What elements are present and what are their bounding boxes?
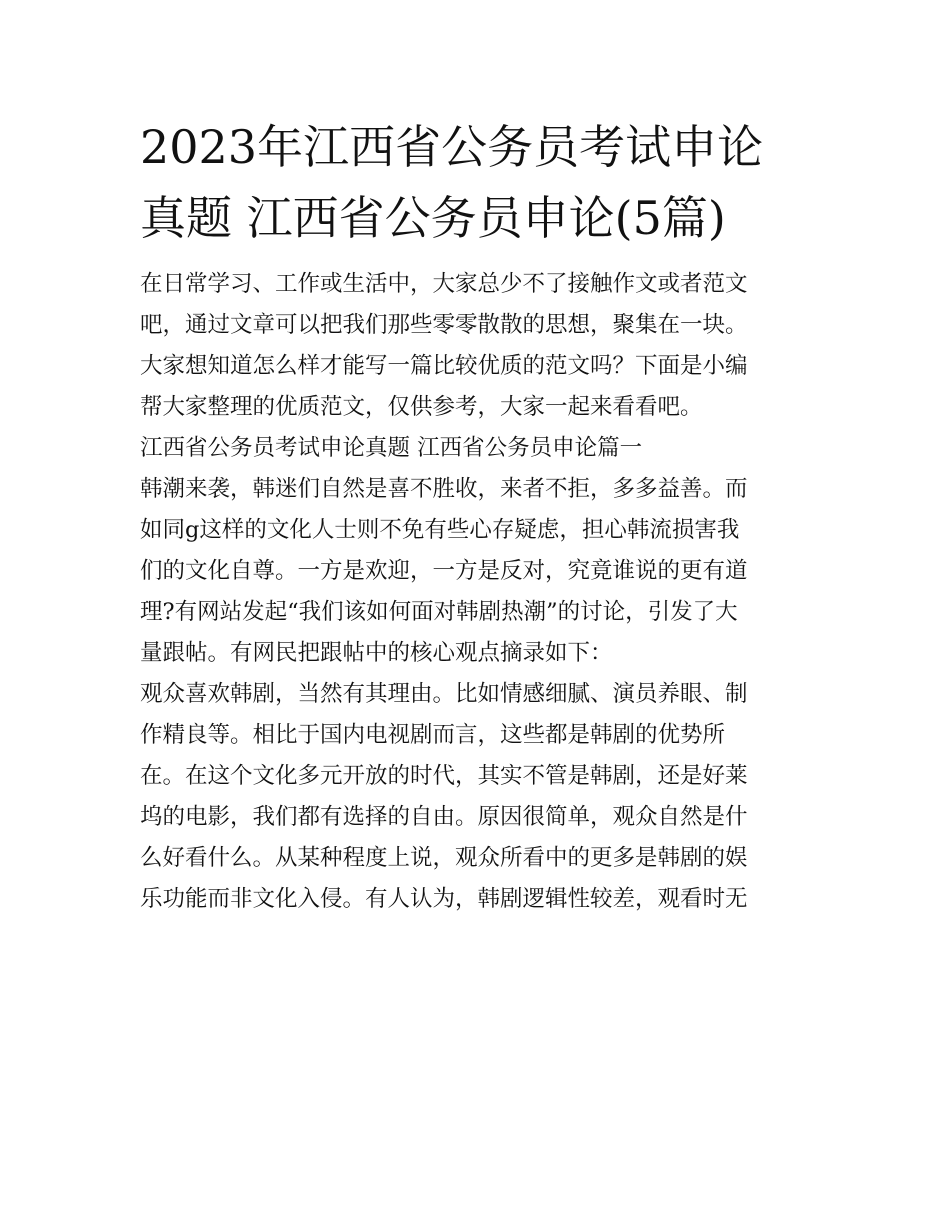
title-line: 真题 江西省公务员申论(5篇)	[140, 191, 726, 245]
text-line: 在。在这个文化多元开放的时代，其实不管是韩剧，还是好莱	[140, 763, 748, 789]
body-paragraph	[140, 674, 812, 920]
title-line: 2023年江西省公务员考试申论	[140, 120, 764, 174]
text-line: 在日常学习、工作或生活中，大家总少不了接触作文或者范文	[140, 271, 748, 297]
document-title	[140, 112, 812, 254]
text-line: 理?有网站发起“我们该如何面对韩剧热潮”的讨论，引发了大	[140, 599, 738, 625]
text-line: 帮大家整理的优质范文，仅供参考，大家一起来看看吧。	[140, 394, 703, 420]
text-line: 乐功能而非文化入侵。有人认为，韩剧逻辑性较差，观看时无	[140, 886, 748, 912]
text-line: 观众喜欢韩剧，当然有其理由。比如情感细腻、演员养眼、制	[140, 681, 748, 707]
text-line: 大家想知道怎么样才能写一篇比较优质的范文吗？下面是小编	[140, 353, 748, 379]
intro-paragraph	[140, 264, 812, 428]
section-heading	[140, 428, 812, 469]
text-line: 吧，通过文章可以把我们那些零零散散的思想，聚集在一块。	[140, 312, 748, 338]
text-line: 作精良等。相比于国内电视剧而言，这些都是韩剧的优势所	[140, 722, 726, 748]
text-line: 量跟帖。有网民把跟帖中的核心观点摘录如下：	[140, 640, 613, 666]
text-line: 们的文化自尊。一方是欢迎，一方是反对，究竟谁说的更有道	[140, 558, 748, 584]
body-paragraph	[140, 469, 812, 674]
text-line: 江西省公务员考试申论真题 江西省公务员申论篇一	[140, 435, 643, 461]
text-line: 坞的电影，我们都有选择的自由。原因很简单，观众自然是什	[140, 804, 748, 830]
document-body	[140, 112, 812, 920]
text-line: 么好看什么。从某种程度上说，观众所看中的更多是韩剧的娱	[140, 845, 748, 871]
text-line: 韩潮来袭，韩迷们自然是喜不胜收，来者不拒，多多益善。而	[140, 476, 748, 502]
text-line: 如同g这样的文化人士则不免有些心存疑虑，担心韩流损害我	[140, 517, 740, 543]
